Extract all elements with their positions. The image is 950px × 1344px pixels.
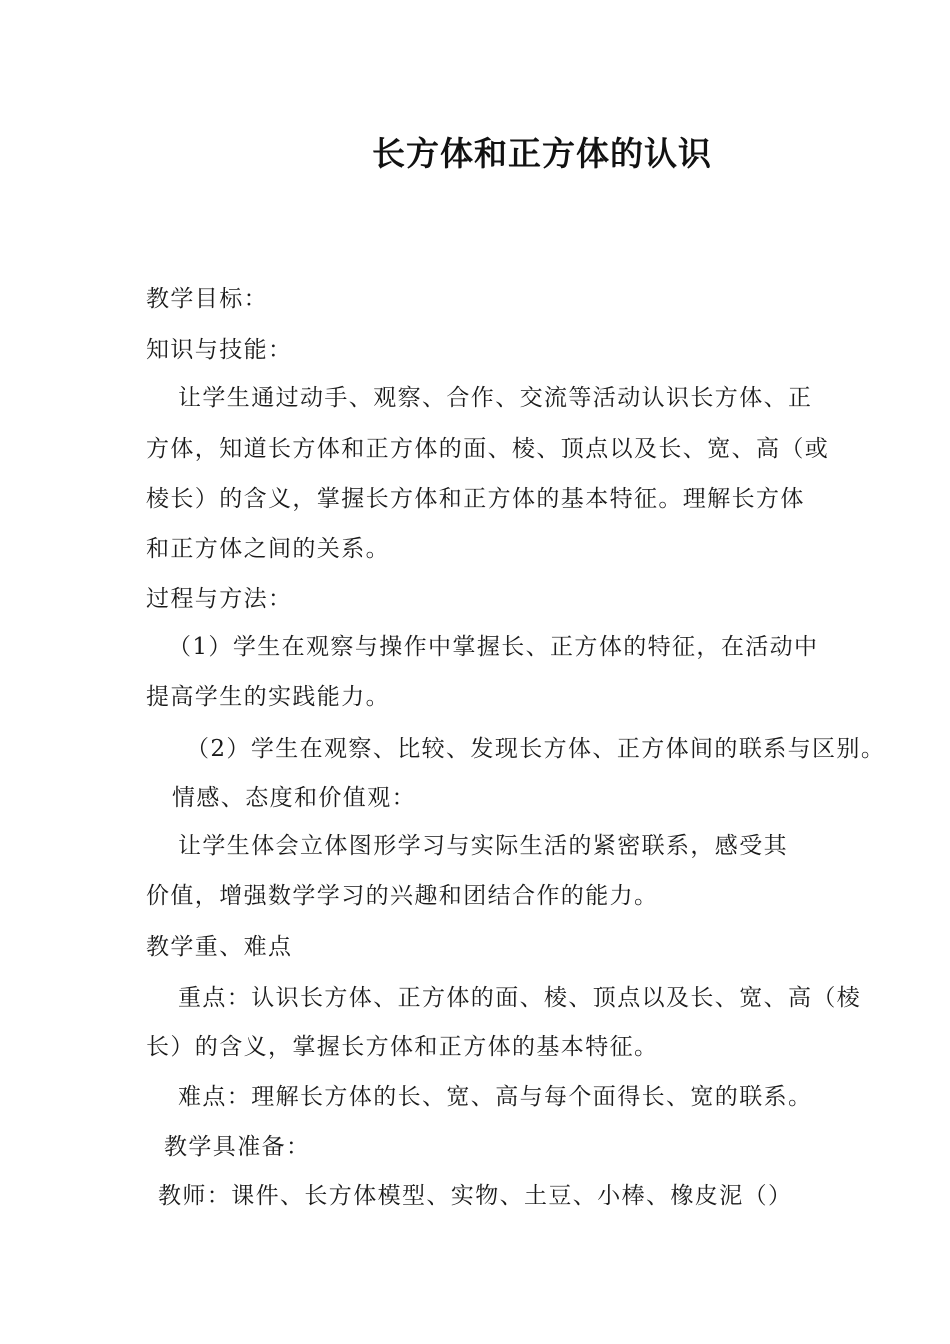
paragraph-line: （1）学生在观察与操作中掌握长、正方体的特征，在活动中 — [168, 634, 819, 660]
paragraph-line: 长）的含义，掌握长方体和正方体的基本特征。 — [146, 1034, 659, 1060]
heading-knowledge-skills: 知识与技能： — [146, 337, 293, 363]
heading-teaching-materials: 教学具准备： — [164, 1134, 311, 1160]
paragraph-line: 棱长）的含义，掌握长方体和正方体的基本特征。理解长方体 — [146, 486, 805, 512]
paragraph-line: 让学生通过动手、观察、合作、交流等活动认识长方体、正 — [178, 385, 813, 411]
paragraph-line: 让学生体会立体图形学习与实际生活的紧密联系，感受其 — [178, 833, 788, 859]
paragraph-line: 提高学生的实践能力。 — [146, 684, 390, 710]
paragraph-line: 难点：理解长方体的长、宽、高与每个面得长、宽的联系。 — [178, 1084, 813, 1110]
paragraph-line: 和正方体之间的关系。 — [146, 536, 390, 562]
heading-process-method: 过程与方法： — [146, 586, 293, 612]
heading-emotion-attitude-values: 情感、态度和价值观： — [172, 785, 416, 811]
paragraph-line: 价值，增强数学学习的兴趣和团结合作的能力。 — [146, 883, 659, 909]
heading-teaching-goals: 教学目标： — [146, 286, 268, 312]
paragraph-line: （2）学生在观察、比较、发现长方体、正方体间的联系与区别。 — [186, 736, 886, 762]
paragraph-line: 教师：课件、长方体模型、实物、土豆、小棒、橡皮泥（） — [158, 1183, 793, 1209]
heading-key-difficult-points: 教学重、难点 — [146, 934, 293, 960]
paragraph-line: 重点：认识长方体、正方体的面、棱、顶点以及长、宽、高（棱 — [178, 985, 862, 1011]
document-title: 长方体和正方体的认识 — [372, 134, 712, 173]
paragraph-line: 方体，知道长方体和正方体的面、棱、顶点以及长、宽、高（或 — [146, 436, 830, 462]
